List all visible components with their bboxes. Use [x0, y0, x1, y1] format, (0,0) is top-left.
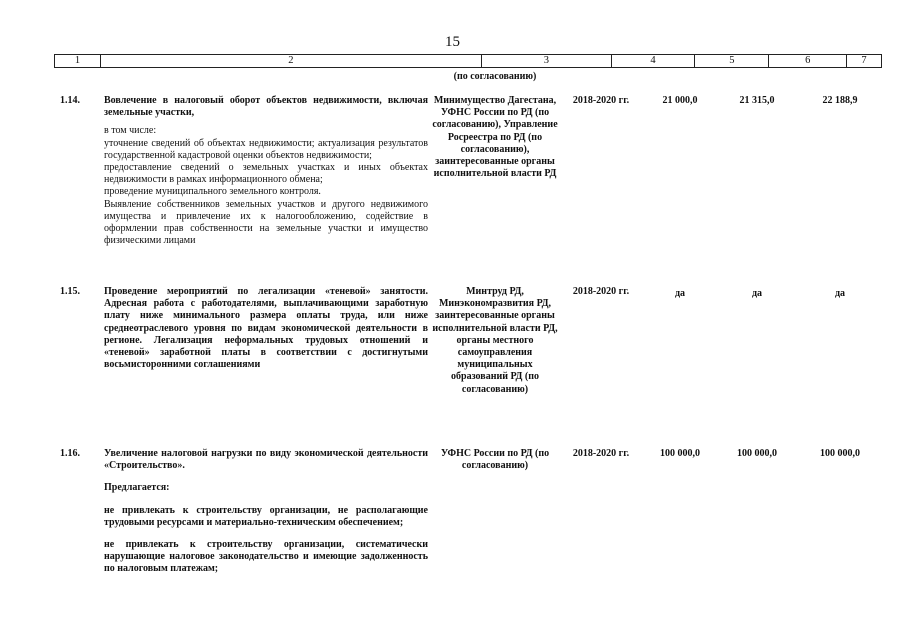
row-value-col7: 22 188,9 [822, 95, 858, 106]
row-title: Увеличение налоговой нагрузки по виду экономической деятельности «Строительство». [104, 448, 428, 472]
header-col-5: 5 [695, 55, 769, 67]
row-responsible: УФНС России по РД (по согласованию) [440, 448, 550, 472]
carry-over-text: (по согласованию) [453, 71, 537, 82]
row-responsible: Минтруд РД, Минэкономразвития РД, заинтересованные органы исполнительной власти РД, органы местного самоуправления муниципальных образований РД (по согласованию) [432, 286, 558, 395]
table-header-row [54, 54, 882, 68]
header-col-4: 4 [612, 55, 696, 67]
row-detail: проведение муниципального земельного контроля. [104, 186, 321, 198]
row-value-col7: да [834, 288, 846, 299]
row-period: 2018-2020 гг. [572, 95, 630, 106]
row-period: 2018-2020 гг. [572, 286, 630, 297]
header-col-1: 1 [55, 55, 101, 67]
row-detail: не привлекать к строительству организации, систематически нарушающие налоговое законодательство и имеющие задолженность по налоговым платежам; [104, 539, 428, 575]
row-detail: предоставление сведений о земельных участках и иных объектах недвижимости в рамках информационного обмена; [104, 162, 428, 186]
row-detail: не привлекать к строительству организации, не располагающие трудовыми ресурсами и материально-техническим обеспечением; [104, 504, 428, 528]
row-value-col5: да [674, 288, 686, 299]
row-description [104, 448, 428, 576]
row-detail: Предлагается: [104, 482, 170, 494]
row-description [104, 95, 428, 247]
page-number: 15 [445, 34, 460, 50]
row-number: 1.15. [60, 286, 80, 297]
row-value-col6: 100 000,0 [737, 448, 777, 459]
row-title: Проведение мероприятий по легализации «теневой» занятости. Адресная работа с работодателями, выплачивающими заработную плату ниже минимального размера оплаты труда, или ниже среднеотраслевого уровня по видам экономической деятельности в регионе. Легализация неформальных трудовых отношений и «теневой» заработной платы в соответствии с достигнутыми восьмисторонними соглашениями [104, 286, 428, 371]
header-col-2: 2 [101, 55, 482, 67]
row-detail: в том числе: [104, 125, 157, 137]
header-col-7: 7 [861, 55, 867, 66]
row-detail: уточнение сведений об объектах недвижимости; актуализация результатов государственной кадастровой оценки объектов недвижимости; [104, 137, 428, 161]
row-value-col7: 100 000,0 [820, 448, 860, 459]
row-value-col6: да [751, 288, 763, 299]
row-responsible: Минимущество Дагестана, УФНС России по РД (по согласованию), Управление Росреестра по РД (по согласованию), заинтересованные органы исполнительной власти РД [432, 95, 558, 180]
header-col-3: 3 [482, 55, 612, 67]
row-period: 2018-2020 гг. [572, 448, 630, 459]
header-col-6: 6 [769, 55, 847, 67]
row-number: 1.16. [60, 448, 80, 459]
row-value-col5: 21 000,0 [662, 95, 698, 106]
row-detail: Выявление собственников земельных участков и другого недвижимого имущества и привлечение их к налогообложению, содействие в оформлении прав собственности на земельные участки и имущество физическими лицами [104, 198, 428, 247]
row-title: Вовлечение в налоговый оборот объектов недвижимости, включая земельные участки, [104, 95, 428, 119]
row-number: 1.14. [60, 95, 80, 106]
row-value-col5: 100 000,0 [660, 448, 700, 459]
row-value-col6: 21 315,0 [739, 95, 775, 106]
